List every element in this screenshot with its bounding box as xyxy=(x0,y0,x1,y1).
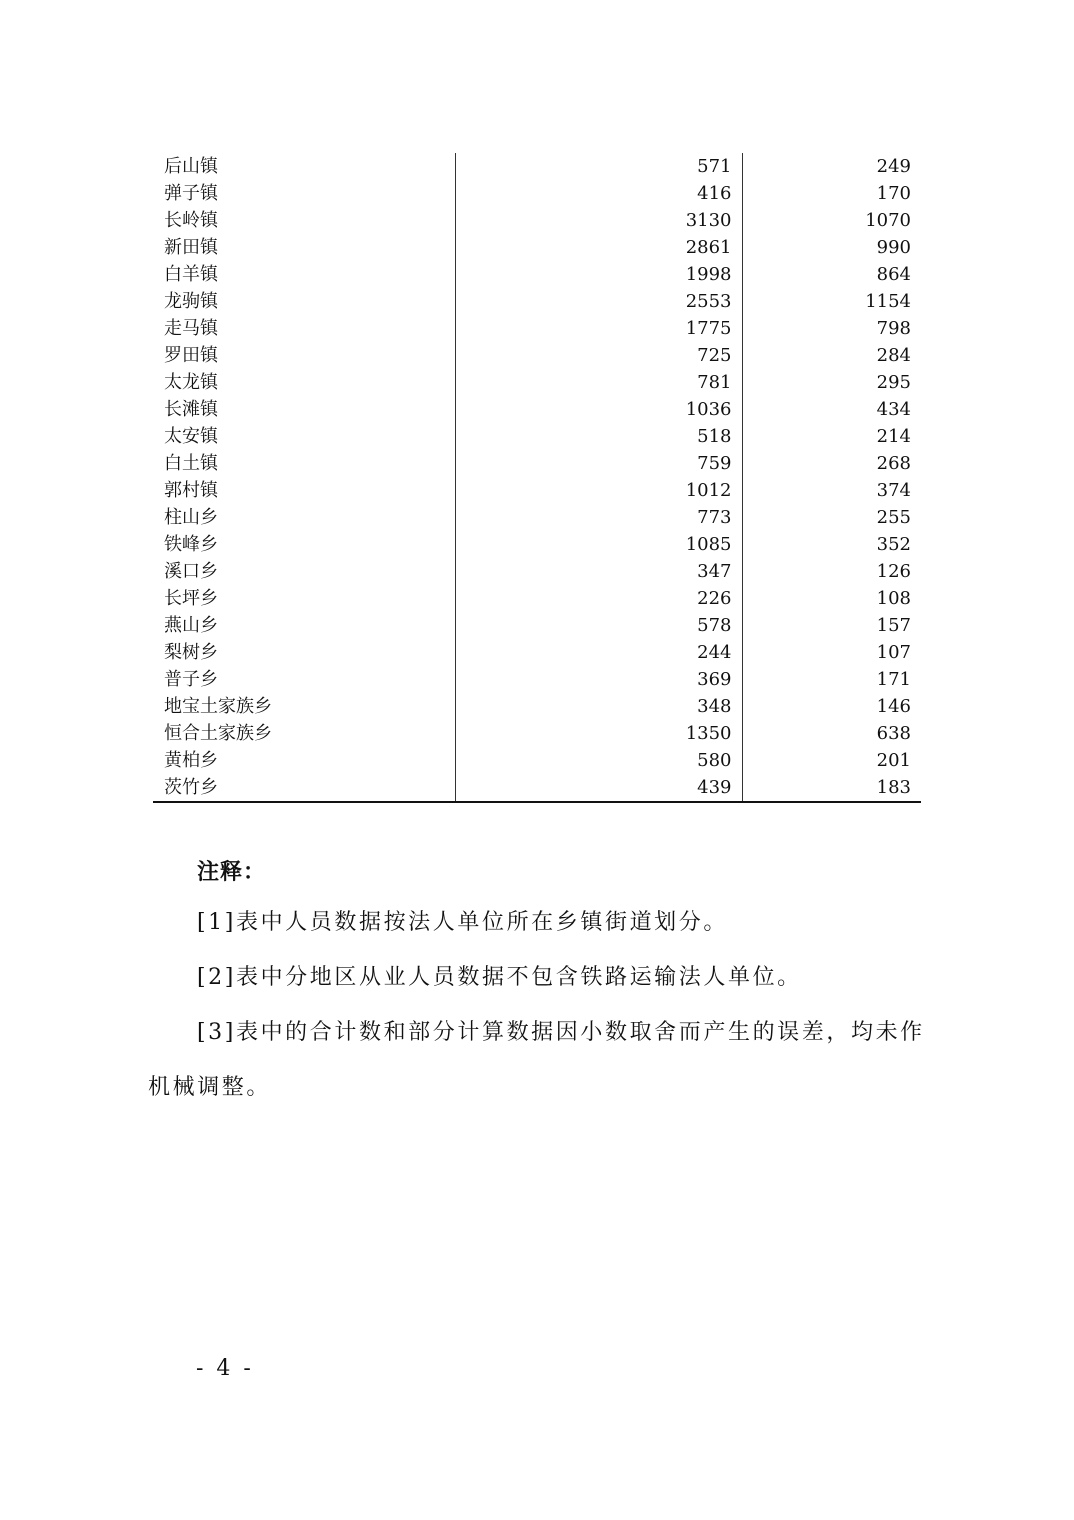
note-1: [1]表中人员数据按法人单位所在乡镇街道划分。 xyxy=(197,910,728,935)
value-1-cell: 1775 xyxy=(455,315,742,342)
notes-title: 注释： xyxy=(197,859,267,885)
value-2-cell: 864 xyxy=(876,264,911,285)
township-name-cell: 白羊镇 xyxy=(153,261,455,288)
value-1-cell: 226 xyxy=(455,585,742,612)
value-1-cell: 2861 xyxy=(455,234,742,261)
value-2-cell: 374 xyxy=(876,480,911,501)
table-row xyxy=(153,423,921,450)
township-name-cell: 溪口乡 xyxy=(153,558,455,585)
township-name-cell: 柱山乡 xyxy=(153,504,455,531)
table-row xyxy=(153,207,921,234)
value-2-cell: 638 xyxy=(876,723,911,744)
value-1-cell: 518 xyxy=(455,423,742,450)
value-2-cell: 201 xyxy=(876,750,911,771)
value-2-cell: 146 xyxy=(876,696,911,717)
table-row xyxy=(153,342,921,369)
value-2-cell: 255 xyxy=(876,507,911,528)
value-2-cell: 126 xyxy=(876,561,911,582)
table-row xyxy=(153,450,921,477)
table-row xyxy=(153,774,921,802)
value-2-cell: 1154 xyxy=(865,291,911,312)
township-name-cell: 茨竹乡 xyxy=(153,774,455,802)
township-name-cell: 普子乡 xyxy=(153,666,455,693)
table-row xyxy=(153,612,921,639)
page-number: - 4 - xyxy=(196,1356,254,1381)
value-1-cell: 725 xyxy=(455,342,742,369)
table-row xyxy=(153,531,921,558)
value-2-cell: 295 xyxy=(876,372,911,393)
value-1-cell: 1012 xyxy=(455,477,742,504)
township-name-cell: 恒合土家族乡 xyxy=(153,720,455,747)
table-row xyxy=(153,666,921,693)
note-3-line-1: [3]表中的合计数和部分计算数据因小数取舍而产生的误差，均未作 xyxy=(197,1020,925,1045)
value-1-cell: 1998 xyxy=(455,261,742,288)
value-1-cell: 369 xyxy=(455,666,742,693)
table-row xyxy=(153,180,921,207)
table-row xyxy=(153,720,921,747)
value-2-cell: 171 xyxy=(876,669,911,690)
value-1-cell: 571 xyxy=(455,153,742,180)
township-name-cell: 郭村镇 xyxy=(153,477,455,504)
table-row xyxy=(153,747,921,774)
value-2-cell: 108 xyxy=(876,588,911,609)
value-1-cell: 781 xyxy=(455,369,742,396)
table-row xyxy=(153,693,921,720)
value-1-cell: 439 xyxy=(455,774,742,802)
township-name-cell: 弹子镇 xyxy=(153,180,455,207)
township-name-cell: 黄柏乡 xyxy=(153,747,455,774)
table-row xyxy=(153,504,921,531)
value-1-cell: 759 xyxy=(455,450,742,477)
table-row xyxy=(153,558,921,585)
value-2-cell: 798 xyxy=(876,318,911,339)
value-2-cell: 990 xyxy=(876,237,911,258)
table-row xyxy=(153,477,921,504)
table-row xyxy=(153,396,921,423)
value-1-cell: 773 xyxy=(455,504,742,531)
township-name-cell: 新田镇 xyxy=(153,234,455,261)
value-2-cell: 183 xyxy=(742,774,921,802)
value-2-cell: 170 xyxy=(876,183,911,204)
note-2: [2]表中分地区从业人员数据不包含铁路运输法人单位。 xyxy=(197,965,802,990)
value-2-cell: 434 xyxy=(876,399,911,420)
table-row xyxy=(153,288,921,315)
value-1-cell: 347 xyxy=(455,558,742,585)
township-name-cell: 长滩镇 xyxy=(153,396,455,423)
value-1-cell: 416 xyxy=(455,180,742,207)
note-3-line-2: 机械调整。 xyxy=(148,1075,272,1100)
table-row xyxy=(153,585,921,612)
value-1-cell: 1350 xyxy=(455,720,742,747)
value-2-cell: 107 xyxy=(876,642,911,663)
township-name-cell: 铁峰乡 xyxy=(153,531,455,558)
value-2-cell: 1070 xyxy=(865,210,911,231)
value-1-cell: 1036 xyxy=(455,396,742,423)
township-name-cell: 长岭镇 xyxy=(153,207,455,234)
table-row xyxy=(153,369,921,396)
value-1-cell: 244 xyxy=(455,639,742,666)
township-name-cell: 地宝土家族乡 xyxy=(153,693,455,720)
township-name-cell: 长坪乡 xyxy=(153,585,455,612)
township-name-cell: 梨树乡 xyxy=(153,639,455,666)
statistics-table xyxy=(153,153,921,803)
value-2-cell: 214 xyxy=(876,426,911,447)
township-name-cell: 罗田镇 xyxy=(153,342,455,369)
value-2-cell: 157 xyxy=(876,615,911,636)
township-name-cell: 龙驹镇 xyxy=(153,288,455,315)
township-name-cell: 后山镇 xyxy=(153,153,455,180)
value-1-cell: 580 xyxy=(455,747,742,774)
value-1-cell: 2553 xyxy=(455,288,742,315)
township-name-cell: 太龙镇 xyxy=(153,369,455,396)
value-2-cell: 268 xyxy=(876,453,911,474)
value-1-cell: 578 xyxy=(455,612,742,639)
township-name-cell: 白土镇 xyxy=(153,450,455,477)
table-row xyxy=(153,153,921,180)
table-body xyxy=(153,153,921,802)
table-row xyxy=(153,315,921,342)
table-row xyxy=(153,234,921,261)
table-row xyxy=(153,639,921,666)
value-2-cell: 284 xyxy=(876,345,911,366)
value-1-cell: 1085 xyxy=(455,531,742,558)
township-name-cell: 太安镇 xyxy=(153,423,455,450)
value-2-cell: 352 xyxy=(876,534,911,555)
township-name-cell: 走马镇 xyxy=(153,315,455,342)
table-row xyxy=(153,261,921,288)
value-1-cell: 348 xyxy=(455,693,742,720)
value-1-cell: 3130 xyxy=(455,207,742,234)
value-2-cell: 249 xyxy=(876,156,911,177)
township-name-cell: 燕山乡 xyxy=(153,612,455,639)
